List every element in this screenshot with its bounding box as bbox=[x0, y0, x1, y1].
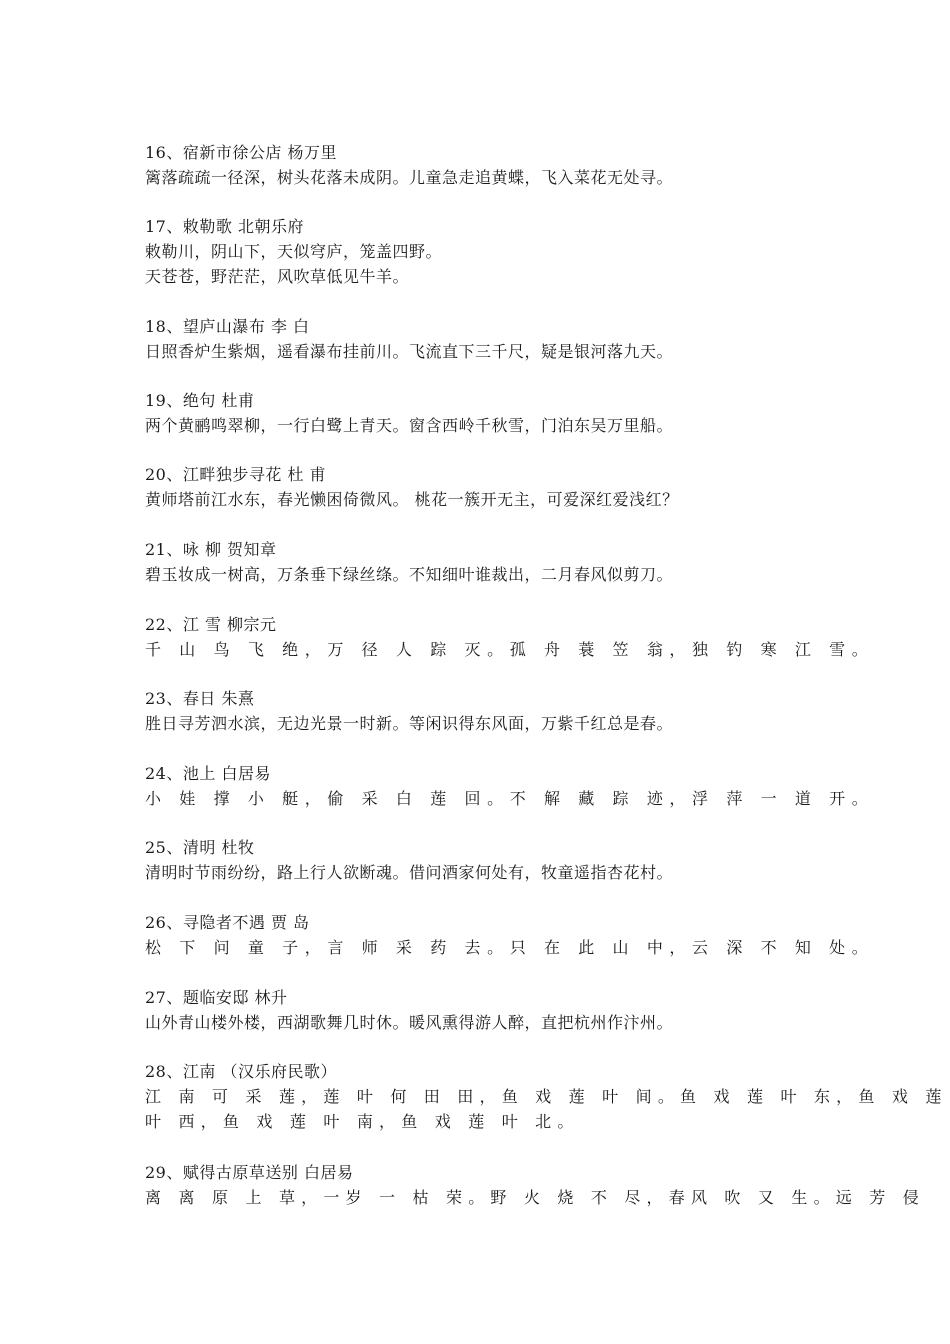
poem-line: 碧玉妆成一树高，万条垂下绿丝绦。不知细叶谁裁出，二月春风似剪刀。 bbox=[145, 565, 674, 584]
poem-23 bbox=[145, 686, 815, 736]
poem-26 bbox=[145, 910, 875, 960]
poem-line: 天苍苍，野茫茫，风吹草低见牛羊。 bbox=[145, 267, 410, 286]
poem-20 bbox=[145, 462, 815, 512]
poem-title: 25、清明 杜牧 bbox=[145, 838, 255, 857]
poem-line: 千 山 鸟 飞 绝，万 径 人 踪 灭。孤 舟 蓑 笠 翁，独 钓 寒 江 雪。 bbox=[145, 640, 875, 659]
poem-line: 松 下 问 童 子，言 师 采 药 去。只 在 此 山 中，云 深 不 知 处。 bbox=[145, 938, 875, 957]
poem-line: 两个黄鹂鸣翠柳，一行白鹭上青天。窗含西岭千秋雪，门泊东吴万里船。 bbox=[145, 416, 674, 435]
poem-16 bbox=[145, 140, 815, 190]
poem-line: 江 南 可 采 莲，莲 叶 何 田 田，鱼 戏 莲 叶 间。鱼 戏 莲 叶 东，鱼 戏 莲 bbox=[145, 1087, 948, 1106]
poem-24 bbox=[145, 761, 875, 811]
poem-line: 胜日寻芳泗水滨，无边光景一时新。等闲识得东风面，万紫千红总是春。 bbox=[145, 714, 674, 733]
poem-18 bbox=[145, 314, 815, 364]
poem-title: 22、江 雪 柳宗元 bbox=[145, 615, 277, 634]
poem-line: 篱落疏疏一径深，树头花落未成阴。儿童急走追黄蝶，飞入菜花无处寻。 bbox=[145, 168, 674, 187]
poem-title: 16、宿新市徐公店 杨万里 bbox=[145, 143, 337, 162]
poem-17 bbox=[145, 214, 815, 289]
poem-title: 18、望庐山瀑布 李 白 bbox=[145, 317, 310, 336]
poem-22 bbox=[145, 612, 875, 662]
poem-line: 清明时节雨纷纷，路上行人欲断魂。借问酒家何处有，牧童遥指杏花村。 bbox=[145, 863, 674, 882]
poem-line: 小 娃 撑 小 艇，偷 采 白 莲 回。不 解 藏 踪 迹，浮 萍 一 道 开。 bbox=[145, 789, 875, 808]
poem-line: 离 离 原 上 草，一岁 一 枯 荣。野 火 烧 不 尽，春风 吹 又 生。远 芳 侵 bbox=[145, 1188, 925, 1207]
poem-line: 敕勒川，阴山下，天似穹庐，笼盖四野。 bbox=[145, 242, 443, 261]
poem-title: 28、江南 （汉乐府民歌） bbox=[145, 1062, 337, 1081]
poem-line: 黄师塔前江水东，春光懒困倚微风。 桃花一簇开无主，可爱深红爱浅红？ bbox=[145, 490, 679, 509]
poem-line: 日照香炉生紫烟，遥看瀑布挂前川。飞流直下三千尺，疑是银河落九天。 bbox=[145, 342, 674, 361]
poem-title: 17、敕勒歌 北朝乐府 bbox=[145, 217, 304, 236]
poem-28 bbox=[145, 1059, 948, 1134]
poem-21 bbox=[145, 537, 815, 587]
poem-title: 24、池上 白居易 bbox=[145, 764, 271, 783]
poem-27 bbox=[145, 985, 815, 1035]
poem-title: 23、春日 朱熹 bbox=[145, 689, 255, 708]
poem-25 bbox=[145, 835, 815, 885]
poem-title: 29、赋得古原草送别 白居易 bbox=[145, 1163, 354, 1182]
poem-line: 叶 西，鱼 戏 莲 叶 南，鱼 戏 莲 叶 北。 bbox=[145, 1112, 580, 1131]
poem-line: 山外青山楼外楼，西湖歌舞几时休。暖风熏得游人醉，直把杭州作汴州。 bbox=[145, 1013, 674, 1032]
poem-19 bbox=[145, 388, 815, 438]
poem-title: 27、题临安邸 林升 bbox=[145, 988, 288, 1007]
poem-title: 21、咏 柳 贺知章 bbox=[145, 540, 277, 559]
poem-title: 19、绝句 杜甫 bbox=[145, 391, 255, 410]
poem-title: 20、江畔独步寻花 杜 甫 bbox=[145, 465, 327, 484]
poem-title: 26、寻隐者不遇 贾 岛 bbox=[145, 913, 310, 932]
poem-29 bbox=[145, 1160, 925, 1210]
